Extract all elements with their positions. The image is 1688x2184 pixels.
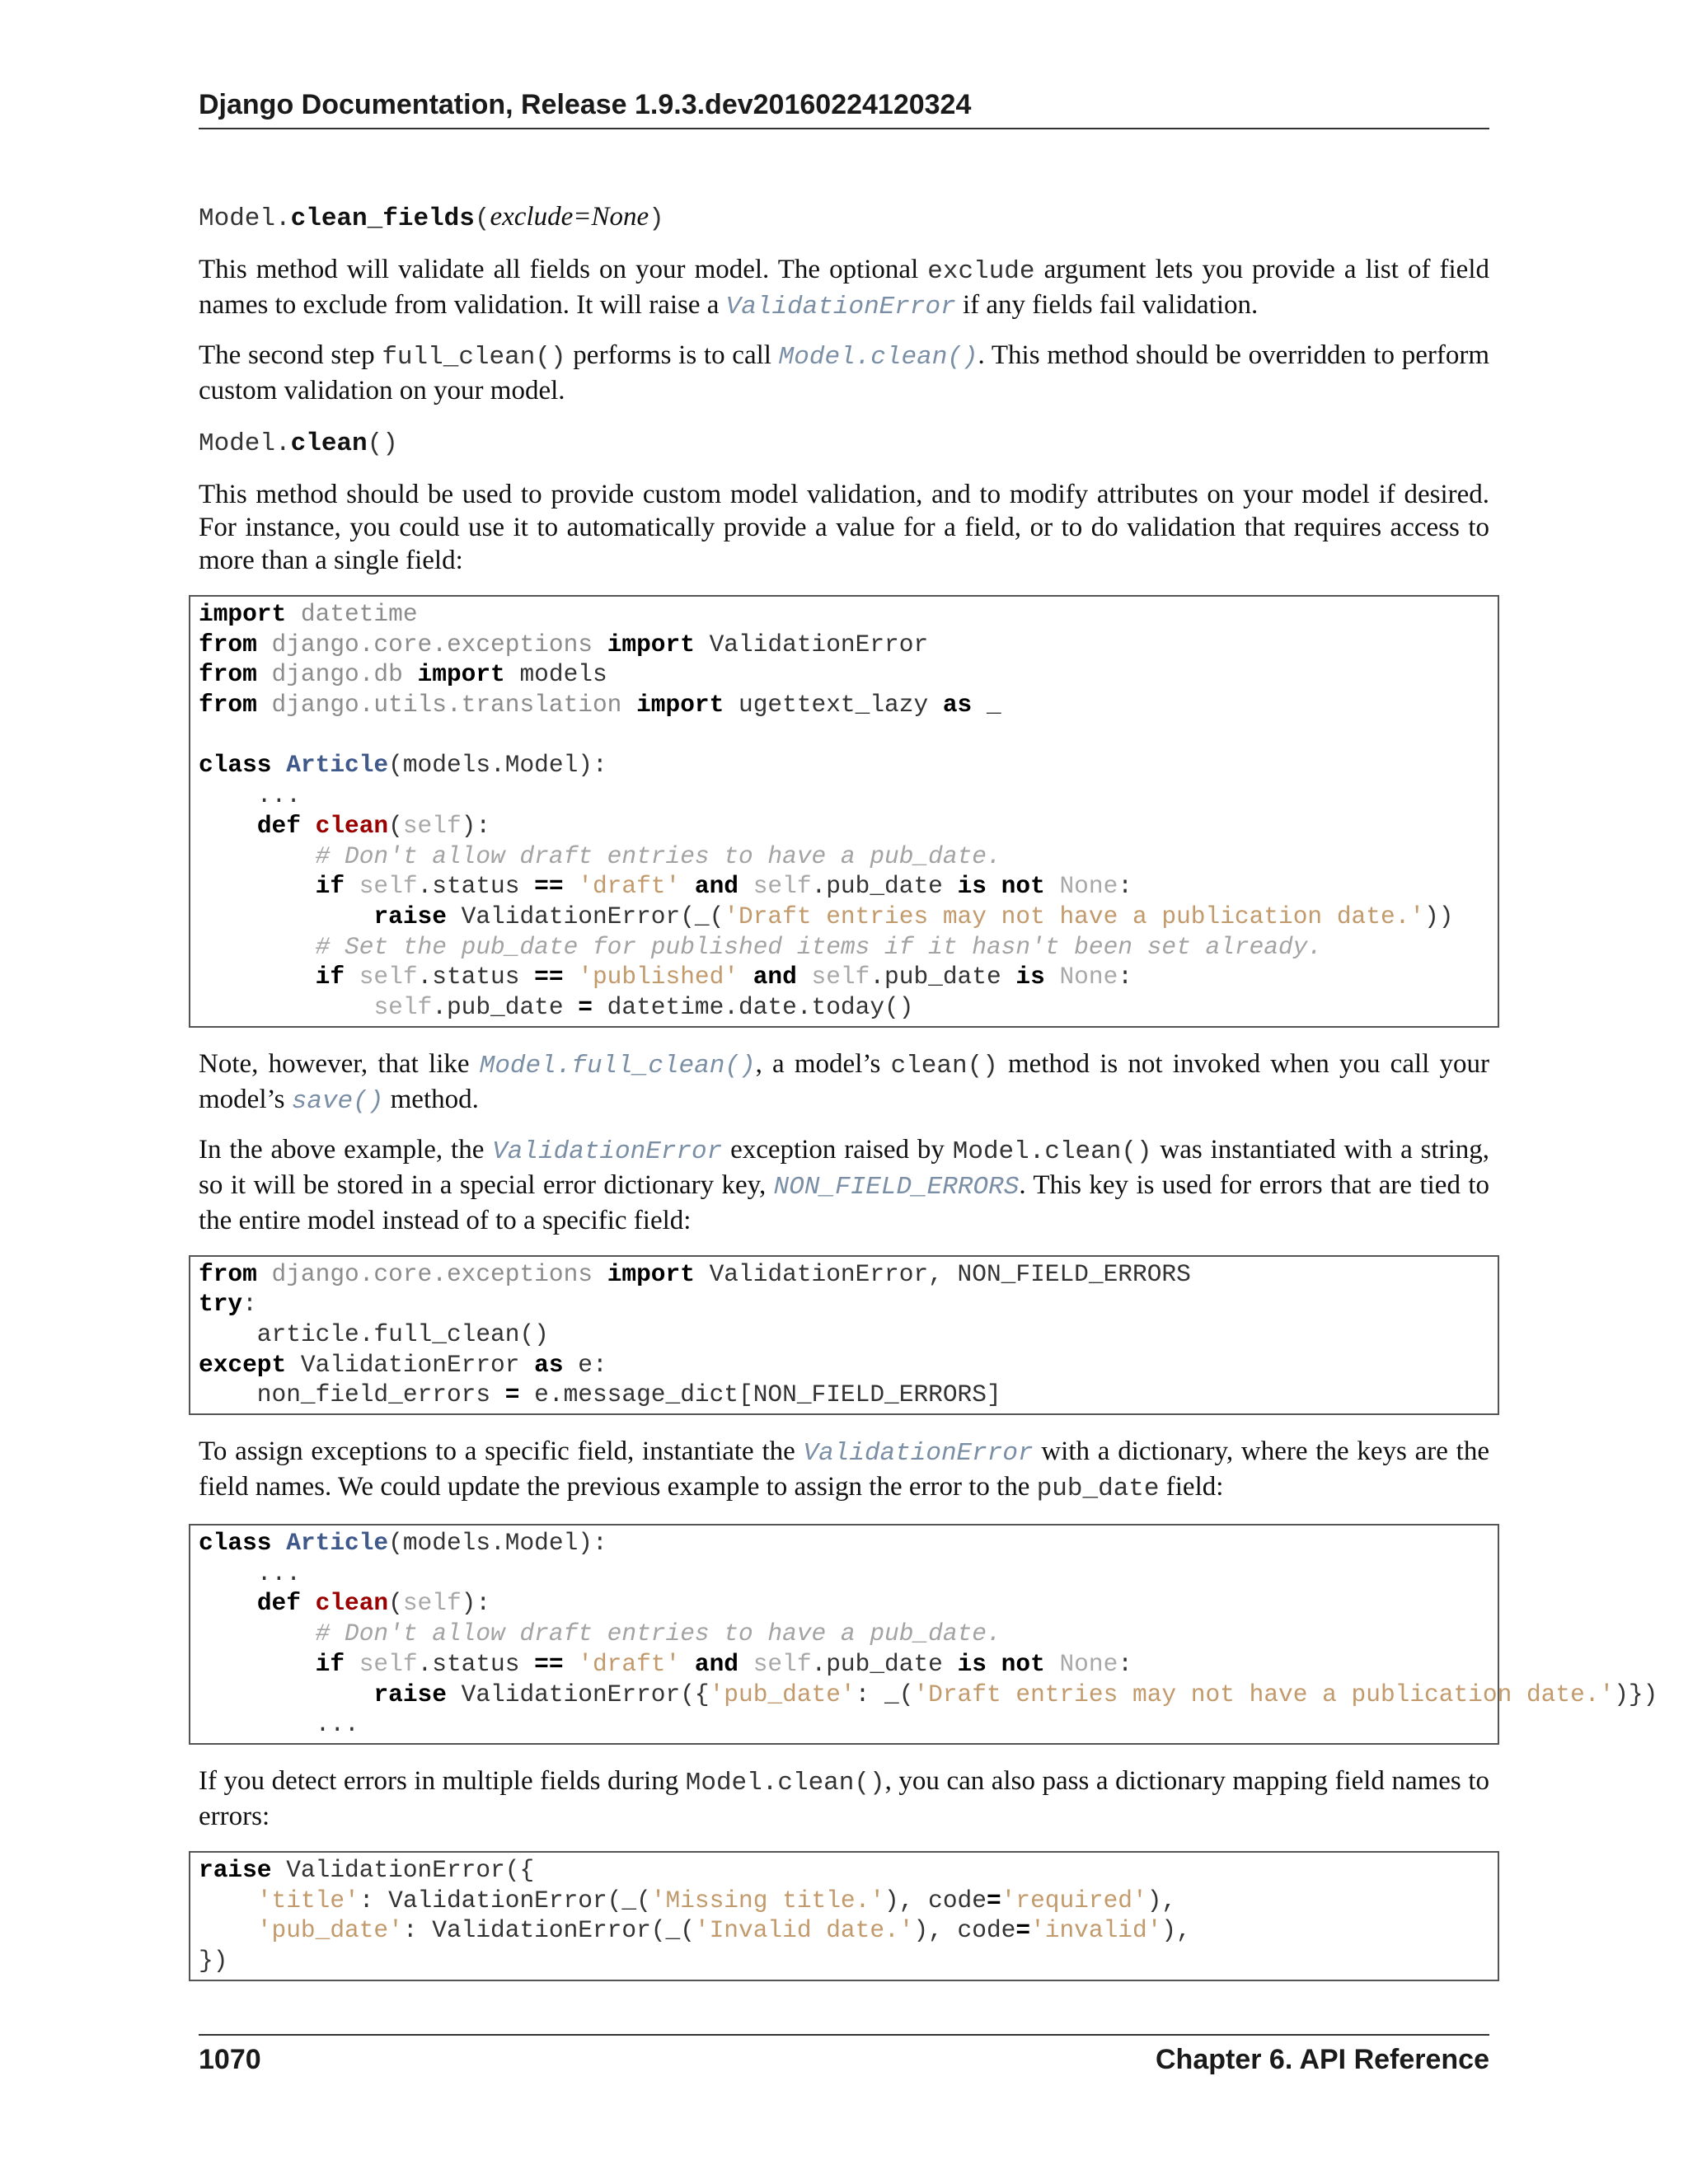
page-header: Django Documentation, Release 1.9.3.dev20160224120324 (199, 89, 1489, 129)
code-line: def clean(self): (256, 1589, 491, 1618)
code-line: }) (199, 1946, 228, 1975)
link-validationerror[interactable]: ValidationError (803, 1439, 1034, 1469)
code-block-dict-errors (189, 1851, 1499, 1981)
method-signature-clean-fields (199, 194, 1489, 241)
code-line: class Article(models.Model): (199, 751, 607, 780)
paragraph-clean-fields: This method will validate all fields on your model. The optional exclude argument lets you provide a list of field names to exclude from validation. It will raise a ValidationError if any fields fail validation. (199, 255, 1489, 321)
page-content (199, 194, 1658, 2001)
link-validationerror[interactable]: ValidationError (725, 293, 956, 321)
chapter-title: Chapter 6. API Reference (1156, 2044, 1489, 2075)
code-line: from django.core.exceptions import ValidationError (199, 630, 929, 658)
code-line: if self.status == 'published' and self.pub_date is None: (315, 963, 1132, 991)
link-validationerror[interactable]: ValidationError (492, 1137, 723, 1166)
code-line: if self.status == 'draft' and self.pub_date is not None: (315, 872, 1132, 901)
code-line: import datetime (199, 600, 418, 628)
code-line: # Set the pub_date for published items if it hasn't been set already. (315, 932, 1323, 961)
code-line: class Article(models.Model): (199, 1529, 607, 1558)
code-block-pub-date-error (189, 1524, 1658, 1745)
sig-param: exclude=None (490, 202, 649, 232)
code-line: if self.status == 'draft' and self.pub_date is not None: (315, 1649, 1132, 1678)
code-line: try: (199, 1290, 257, 1319)
code-line: from django.utils.translation import ugettext_lazy as _ (199, 691, 1001, 719)
code-line: ... (199, 781, 301, 810)
paragraph-clean-desc: This method should be used to provide custom model validation, and to modify attributes on your model if desired. For instance, you could use it to automatically provide a value for a field, or to do validation that requires access to more than a single field: (199, 480, 1489, 575)
code-line: ... (199, 1558, 301, 1587)
link-model-full-clean[interactable]: Model.full_clean() (479, 1051, 756, 1080)
sig-class: Model. (199, 204, 291, 233)
sig-parens: () (367, 429, 398, 458)
paragraph-second-step: The second step full_clean() performs is to call Model.clean(). This method should be overridden to perform custom validation on your model. (199, 340, 1490, 405)
code-block-article-clean (189, 595, 1499, 1028)
paragraph-non-field-errors: In the above example, the ValidationError exception raised by Model.clean() was instantiated with a string, so it will be stored in a special error dictionary key, NON_FIELD_ERRORS. This key is used for errors that are tied to the entire model instead of to a specific field: (199, 1134, 1490, 1235)
code-line: raise ValidationError({ (199, 1855, 535, 1884)
method-signature-clean (199, 422, 1489, 466)
code-line: except ValidationError as e: (199, 1350, 607, 1379)
sig-open-paren: ( (474, 204, 490, 233)
sig-method-name: clean_fields (290, 204, 475, 233)
sig-class: Model. (199, 429, 291, 458)
paragraph-multiple-fields: If you detect errors in multiple fields during Model.clean(), you can also pass a dictionary mapping field names to errors: (199, 1765, 1489, 1831)
code-line: self.pub_date = datetime.date.today() (373, 992, 914, 1021)
code-line: # Don't allow draft entries to have a pub_date. (315, 1619, 1001, 1648)
code-line: def clean(self): (256, 811, 491, 840)
code-line: raise ValidationError({'pub_date': _('Draft entries may not have a publication date.')}) (373, 1680, 1658, 1708)
code-line: article.full_clean() (199, 1320, 549, 1348)
code-line-blank (199, 720, 1489, 751)
page-footer (199, 2034, 1489, 2076)
code-line: from django.core.exceptions import ValidationError, NON_FIELD_ERRORS (199, 1259, 1191, 1288)
page-number: 1070 (199, 2044, 261, 2075)
code-line: 'pub_date': ValidationError(_('Invalid date.'), code='invalid'), (256, 1916, 1191, 1945)
link-model-clean[interactable]: Model.clean() (778, 343, 978, 372)
code-line: from django.db import models (199, 660, 607, 689)
paragraph-note-full-clean: Note, however, that like Model.full_clean(), a model’s clean() method is not invoked when you call your model’s save() method. (199, 1048, 1489, 1116)
link-non-field-errors[interactable]: NON_FIELD_ERRORS (773, 1172, 1020, 1202)
paragraph-assign-field: To assign exceptions to a specific field, instantiate the ValidationError with a dictionary, where the keys are the field names. We could update the previous example to assign the error to the pub_date field: (199, 1436, 1489, 1504)
code-line: non_field_errors = e.message_dict[NON_FIELD_ERRORS] (199, 1380, 1001, 1409)
code-line: raise ValidationError(_('Draft entries may not have a publication date.')) (373, 902, 1454, 930)
sig-method-name: clean (290, 429, 368, 458)
code-line: 'title': ValidationError(_('Missing title.'), code='required'), (256, 1886, 1177, 1915)
code-line: ... (199, 1710, 359, 1739)
link-save[interactable]: save() (291, 1086, 384, 1116)
code-block-non-field-errors (189, 1255, 1499, 1415)
sig-close-paren: ) (649, 204, 664, 233)
code-line: # Don't allow draft entries to have a pub_date. (315, 841, 1001, 870)
